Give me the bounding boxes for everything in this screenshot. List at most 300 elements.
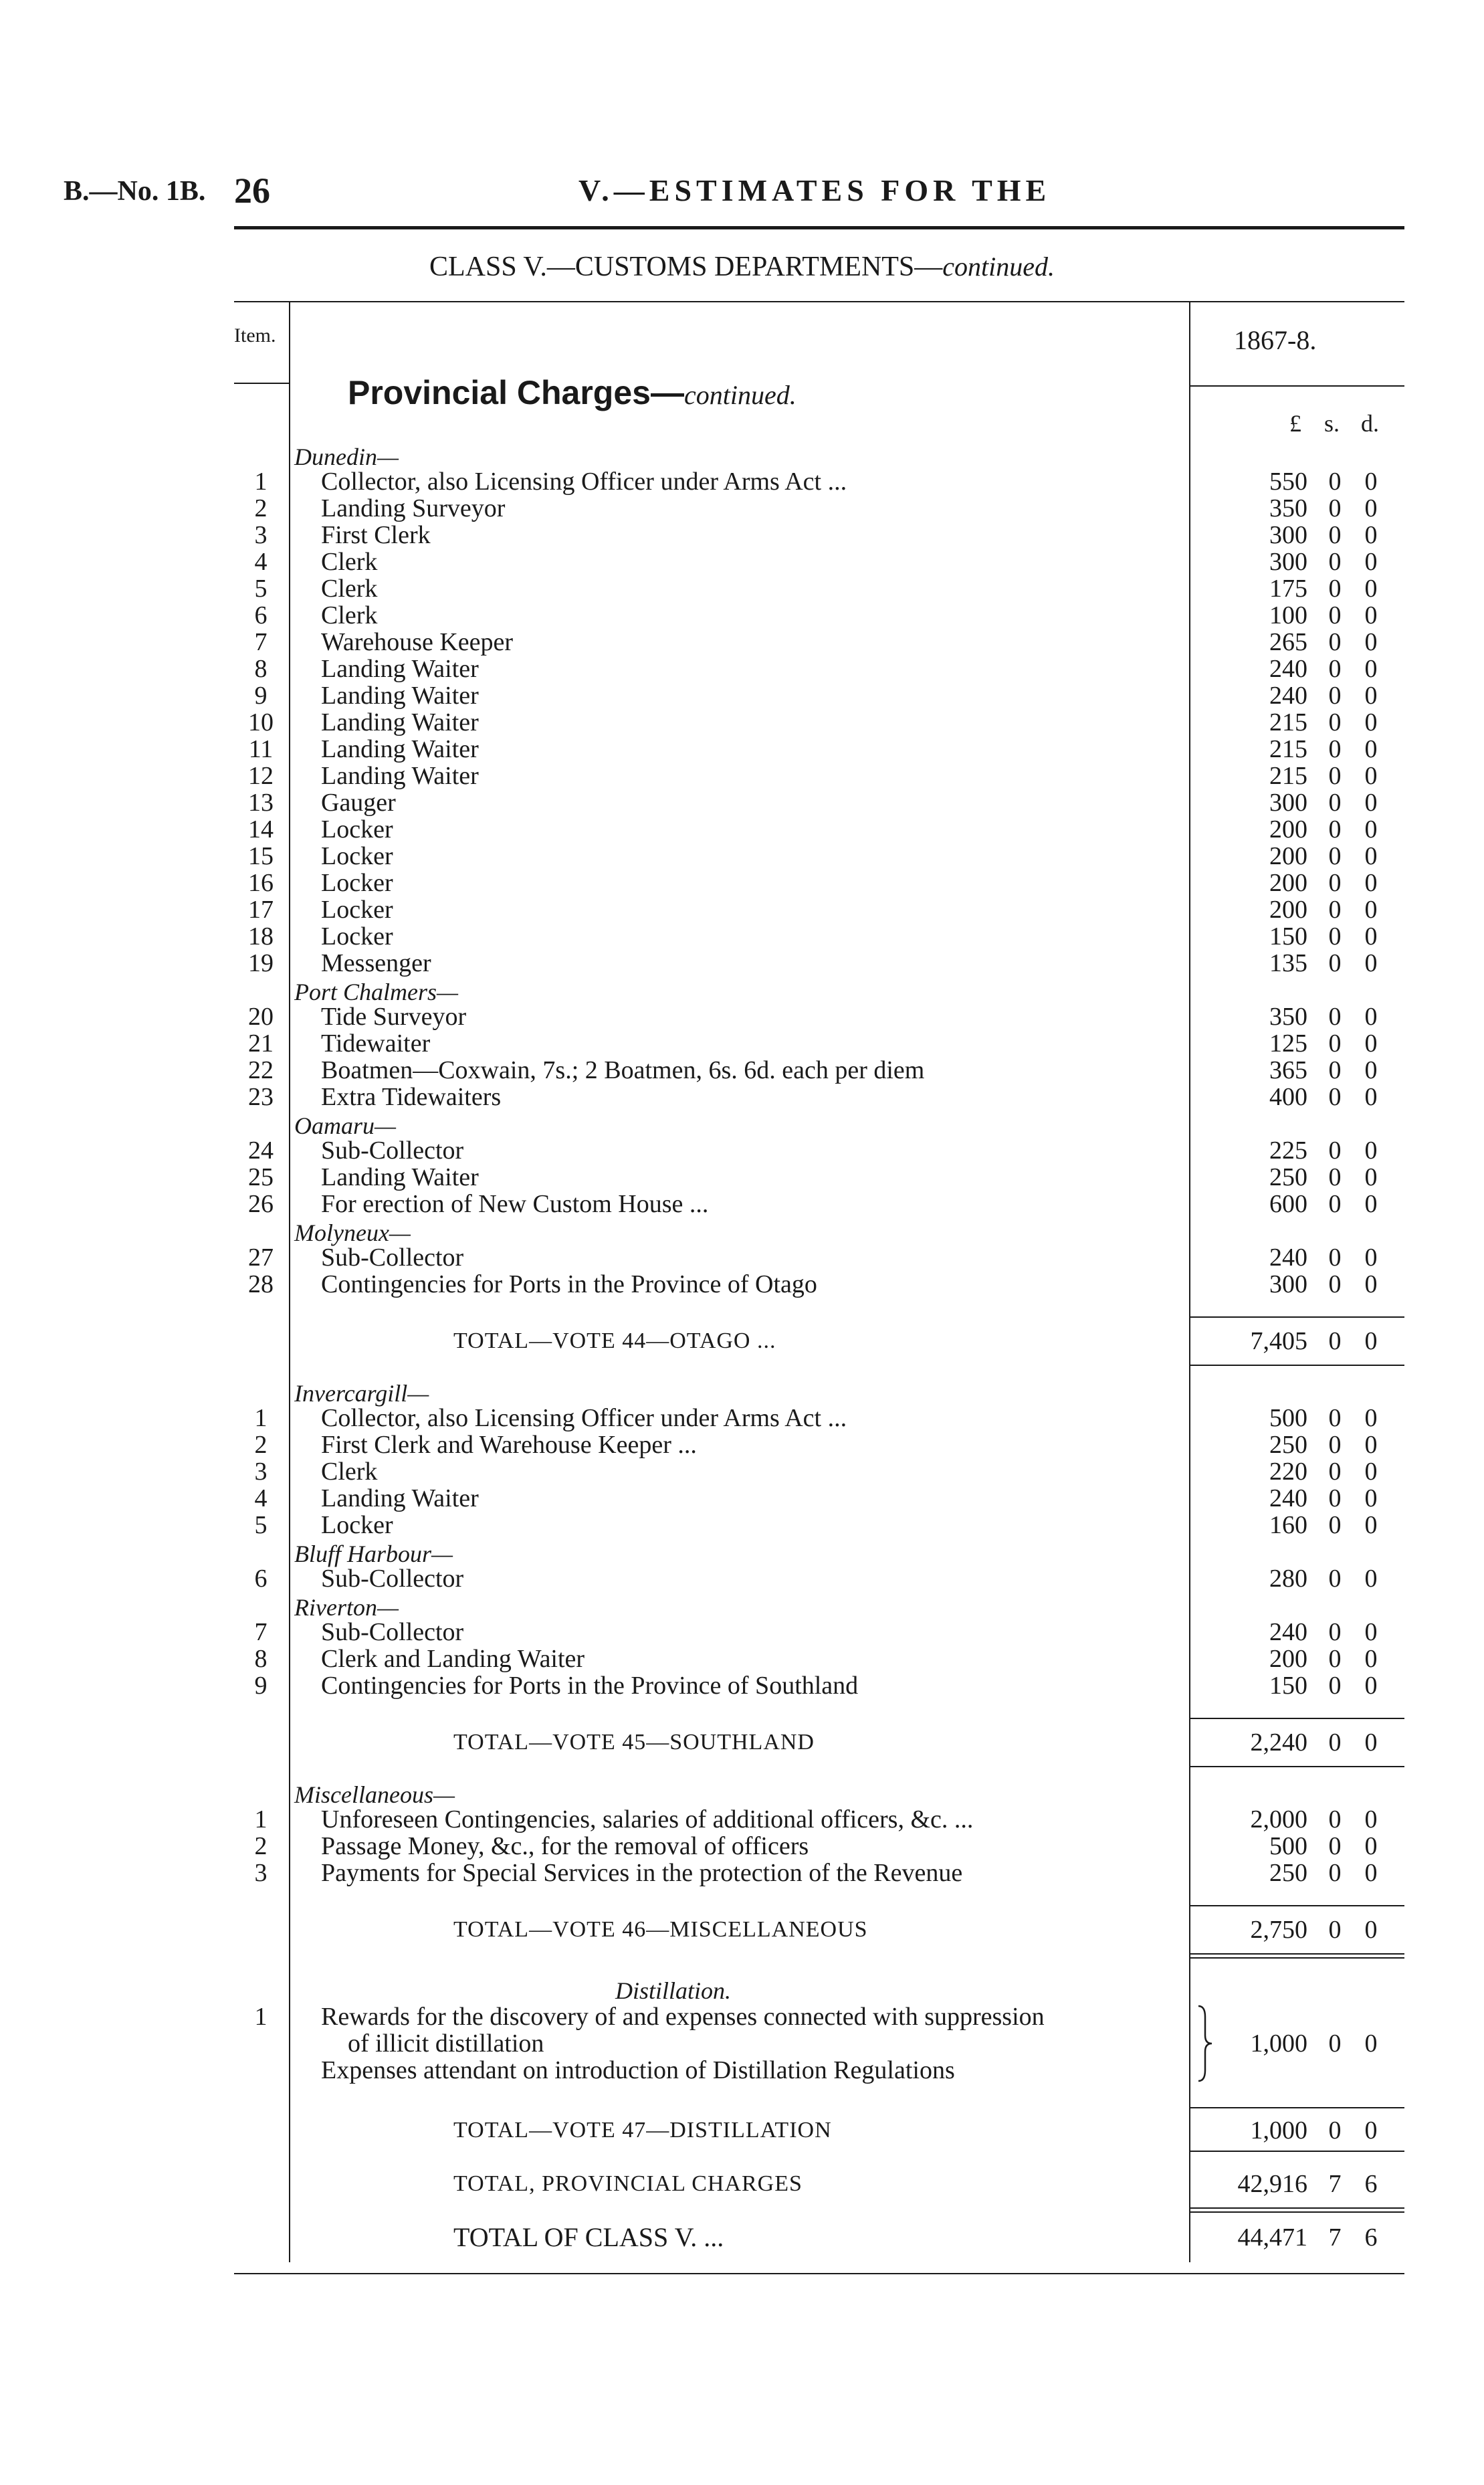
amount-pence: 0 bbox=[1364, 735, 1378, 763]
item-description: Landing Waiter bbox=[321, 735, 479, 763]
amount-shillings: 0 bbox=[1328, 815, 1342, 843]
amount-pounds: 1,000 bbox=[1250, 2116, 1307, 2145]
amount-pounds: 225 bbox=[1269, 1136, 1307, 1165]
table-row bbox=[0, 709, 1484, 736]
amount-shillings: 0 bbox=[1328, 1645, 1342, 1673]
amount-pence: 0 bbox=[1364, 869, 1378, 897]
amount-pounds: 200 bbox=[1269, 842, 1307, 870]
item-number: 13 bbox=[248, 789, 274, 817]
amount-pounds: 2,240 bbox=[1250, 1728, 1307, 1757]
total-label: TOTAL—VOTE 47—DISTILLATION bbox=[453, 2118, 832, 2143]
table-row bbox=[0, 1431, 1484, 1458]
amount-shillings: 0 bbox=[1328, 735, 1342, 763]
total-label: TOTAL, PROVINCIAL CHARGES bbox=[453, 2171, 803, 2196]
amount-shillings: 7 bbox=[1328, 2223, 1342, 2252]
total-label: TOTAL OF CLASS V. ... bbox=[453, 2222, 724, 2252]
table-row bbox=[0, 575, 1484, 602]
table-row bbox=[0, 789, 1484, 816]
item-description: Tidewaiter bbox=[321, 1029, 431, 1058]
amount-pounds: 240 bbox=[1269, 1618, 1307, 1646]
total-row-misc bbox=[0, 1916, 1484, 1943]
item-number: 3 bbox=[254, 1859, 268, 1887]
total-rule bbox=[1190, 1957, 1404, 1959]
amount-pence: 0 bbox=[1364, 1565, 1378, 1593]
table-row-distillation bbox=[0, 2003, 1484, 2030]
amount-pence: 0 bbox=[1364, 682, 1378, 710]
section-title: Provincial Charges—continued. bbox=[348, 374, 797, 411]
amount-pounds: 500 bbox=[1269, 1832, 1307, 1860]
total-rule bbox=[1190, 2211, 1404, 2213]
item-number: 1 bbox=[254, 468, 268, 496]
item-description: Tide Surveyor bbox=[321, 1003, 467, 1031]
amount-shillings: 0 bbox=[1328, 494, 1342, 522]
item-description: Payments for Special Services in the protection of the Revenue bbox=[321, 1859, 963, 1887]
amount-shillings: 0 bbox=[1328, 1163, 1342, 1191]
item-description: For erection of New Custom House ... bbox=[321, 1190, 709, 1218]
amount-shillings: 0 bbox=[1328, 628, 1342, 656]
table-row bbox=[0, 1565, 1484, 1592]
table-row bbox=[0, 468, 1484, 495]
amount-pounds: 240 bbox=[1269, 1244, 1307, 1272]
amount-shillings: 0 bbox=[1328, 521, 1342, 549]
amount-pounds: 2,750 bbox=[1250, 1916, 1307, 1944]
amount-shillings: 0 bbox=[1328, 655, 1342, 683]
item-description: Locker bbox=[321, 896, 393, 924]
amount-pence: 0 bbox=[1364, 1484, 1378, 1512]
item-number: 22 bbox=[248, 1056, 274, 1084]
item-description: Locker bbox=[321, 1511, 393, 1539]
amount-pounds: 350 bbox=[1269, 1003, 1307, 1031]
item-column-header: Item. bbox=[234, 324, 276, 346]
amount-shillings: 0 bbox=[1328, 1029, 1342, 1058]
item-description: Extra Tidewaiters bbox=[321, 1083, 502, 1111]
amount-pence: 0 bbox=[1364, 575, 1378, 603]
table-row bbox=[0, 1512, 1484, 1538]
subtotal-rule bbox=[1190, 1316, 1404, 1318]
page-title: V.—ESTIMATES FOR THE bbox=[578, 173, 1051, 207]
item-number: 19 bbox=[248, 949, 274, 977]
amount-pounds: 240 bbox=[1269, 1484, 1307, 1512]
class-title: CLASS V.—CUSTOMS DEPARTMENTS—continued. bbox=[429, 252, 1055, 282]
amount-pence: 0 bbox=[1364, 1458, 1378, 1486]
item-description: Messenger bbox=[321, 949, 431, 977]
amount-shillings: 0 bbox=[1328, 842, 1342, 870]
amount-pence: 0 bbox=[1364, 1404, 1378, 1432]
amount-shillings: 0 bbox=[1328, 1244, 1342, 1272]
amount-pence: 0 bbox=[1364, 468, 1378, 496]
item-number: 2 bbox=[254, 1832, 268, 1860]
item-description: Collector, also Licensing Officer under Arms Act ... bbox=[321, 468, 847, 496]
document-reference: B.—No. 1B. bbox=[64, 176, 206, 207]
amount-pounds: 300 bbox=[1269, 1270, 1307, 1298]
table-row bbox=[0, 1833, 1484, 1860]
item-number: 8 bbox=[254, 1645, 268, 1673]
amount-pence: 0 bbox=[1364, 1163, 1378, 1191]
table-row bbox=[0, 1030, 1484, 1057]
table-row bbox=[0, 1619, 1484, 1646]
brace-icon bbox=[1194, 2003, 1214, 2084]
amount-pounds: 300 bbox=[1269, 789, 1307, 817]
item-number: 20 bbox=[248, 1003, 274, 1031]
total-label: TOTAL—VOTE 46—MISCELLANEOUS bbox=[453, 1917, 868, 1942]
header-rule bbox=[234, 226, 1404, 229]
amount-pounds: 300 bbox=[1269, 521, 1307, 549]
amount-pounds: 240 bbox=[1269, 682, 1307, 710]
group-label-misc: Miscellaneous— bbox=[294, 1781, 455, 1808]
item-number: 1 bbox=[254, 1805, 268, 1833]
item-description: Landing Waiter bbox=[321, 1484, 479, 1512]
item-number: 10 bbox=[248, 708, 274, 736]
table-row bbox=[0, 1646, 1484, 1672]
item-number: 4 bbox=[254, 548, 268, 576]
amount-pence: 6 bbox=[1364, 2223, 1378, 2252]
amount-shillings: 0 bbox=[1328, 1404, 1342, 1432]
item-description: Locker bbox=[321, 922, 393, 951]
item-description: Clerk bbox=[321, 548, 378, 576]
table-row-distillation-cont bbox=[0, 2057, 1484, 2084]
amount-pounds: 215 bbox=[1269, 735, 1307, 763]
item-number: 23 bbox=[248, 1083, 274, 1111]
item-description: Locker bbox=[321, 842, 393, 870]
item-head-rule bbox=[234, 383, 289, 384]
item-description: Passage Money, &c., for the removal of officers bbox=[321, 1832, 809, 1860]
page-number: 26 bbox=[234, 171, 270, 211]
item-description: Clerk bbox=[321, 601, 378, 629]
amount-pounds: 250 bbox=[1269, 1163, 1307, 1191]
total-row-southland bbox=[0, 1729, 1484, 1756]
year-head-rule bbox=[1190, 385, 1404, 387]
amount-pence: 0 bbox=[1364, 1003, 1378, 1031]
amount-shillings: 0 bbox=[1328, 896, 1342, 924]
item-number: 5 bbox=[254, 1511, 268, 1539]
item-description: First Clerk bbox=[321, 521, 431, 549]
total-label: TOTAL—VOTE 45—SOUTHLAND bbox=[453, 1730, 815, 1755]
amount-pence: 0 bbox=[1364, 1645, 1378, 1673]
amount-pence: 0 bbox=[1364, 2029, 1378, 2058]
item-description: Clerk and Landing Waiter bbox=[321, 1645, 585, 1673]
amount-shillings: 0 bbox=[1328, 1190, 1342, 1218]
table-row bbox=[0, 736, 1484, 763]
amount-shillings: 0 bbox=[1328, 1916, 1342, 1944]
table-row-distillation-cont bbox=[0, 2030, 1484, 2057]
amount-shillings: 0 bbox=[1328, 1270, 1342, 1298]
table-row bbox=[0, 1137, 1484, 1164]
item-number: 3 bbox=[254, 521, 268, 549]
item-number: 16 bbox=[248, 869, 274, 897]
amount-shillings: 0 bbox=[1328, 575, 1342, 603]
amount-shillings: 0 bbox=[1328, 1431, 1342, 1459]
table-row bbox=[0, 1271, 1484, 1298]
amount-pounds: 100 bbox=[1269, 601, 1307, 629]
item-number: 9 bbox=[254, 682, 268, 710]
item-description: Sub-Collector bbox=[321, 1565, 464, 1593]
amount-pounds: 42,916 bbox=[1237, 2170, 1307, 2198]
table-row bbox=[0, 1244, 1484, 1271]
amount-pounds: 44,471 bbox=[1237, 2223, 1307, 2252]
amount-pounds: 2,000 bbox=[1250, 1805, 1307, 1833]
amount-shillings: 0 bbox=[1328, 1728, 1342, 1757]
item-description: Collector, also Licensing Officer under Arms Act ... bbox=[321, 1404, 847, 1432]
item-number: 1 bbox=[254, 2003, 268, 2031]
amount-pence: 0 bbox=[1364, 922, 1378, 951]
amount-pounds: 300 bbox=[1269, 548, 1307, 576]
total-row-distillation bbox=[0, 2117, 1484, 2144]
item-description: First Clerk and Warehouse Keeper ... bbox=[321, 1431, 697, 1459]
amount-pence: 0 bbox=[1364, 655, 1378, 683]
item-number: 21 bbox=[248, 1029, 274, 1058]
amount-shillings: 0 bbox=[1328, 1484, 1342, 1512]
amount-shillings: 0 bbox=[1328, 2029, 1342, 2058]
amount-pence: 6 bbox=[1364, 2170, 1378, 2198]
amount-shillings: 0 bbox=[1328, 468, 1342, 496]
amount-pounds: 215 bbox=[1269, 762, 1307, 790]
item-number: 28 bbox=[248, 1270, 274, 1298]
item-description: Boatmen—Coxwain, 7s.; 2 Boatmen, 6s. 6d. each per diem bbox=[321, 1056, 925, 1084]
item-number: 4 bbox=[254, 1484, 268, 1512]
item-number: 11 bbox=[248, 735, 274, 763]
amount-pence: 0 bbox=[1364, 762, 1378, 790]
amount-pence: 0 bbox=[1364, 601, 1378, 629]
amount-pence: 0 bbox=[1364, 1431, 1378, 1459]
table-row bbox=[0, 656, 1484, 682]
total-rule bbox=[1190, 1766, 1404, 1767]
amount-pounds: 500 bbox=[1269, 1404, 1307, 1432]
table-row bbox=[0, 870, 1484, 896]
amount-pounds: 600 bbox=[1269, 1190, 1307, 1218]
item-number: 1 bbox=[254, 1404, 268, 1432]
item-number: 7 bbox=[254, 1618, 268, 1646]
amount-pounds: 550 bbox=[1269, 468, 1307, 496]
item-description: Unforeseen Contingencies, salaries of additional officers, &c. ... bbox=[321, 1805, 974, 1833]
distillation-heading: Distillation. bbox=[615, 1977, 732, 2004]
pounds-header: £ bbox=[1289, 410, 1301, 437]
total-rule bbox=[1190, 1953, 1404, 1955]
item-number: 6 bbox=[254, 601, 268, 629]
amount-shillings: 0 bbox=[1328, 1511, 1342, 1539]
table-row bbox=[0, 950, 1484, 977]
item-description: Rewards for the discovery of and expenses connected with suppression bbox=[321, 2003, 1045, 2031]
amount-pence: 0 bbox=[1364, 628, 1378, 656]
item-number: 12 bbox=[248, 762, 274, 790]
table-row bbox=[0, 1860, 1484, 1886]
amount-pounds: 250 bbox=[1269, 1859, 1307, 1887]
amount-pounds: 215 bbox=[1269, 708, 1307, 736]
table-row bbox=[0, 896, 1484, 923]
amount-shillings: 0 bbox=[1328, 1458, 1342, 1486]
amount-shillings: 0 bbox=[1328, 762, 1342, 790]
amount-shillings: 0 bbox=[1328, 1618, 1342, 1646]
item-number: 3 bbox=[254, 1458, 268, 1486]
item-number: 5 bbox=[254, 575, 268, 603]
amount-shillings: 0 bbox=[1328, 548, 1342, 576]
item-number: 24 bbox=[248, 1136, 274, 1165]
amount-shillings: 0 bbox=[1328, 601, 1342, 629]
total-label: TOTAL—VOTE 44—OTAGO ... bbox=[453, 1328, 776, 1353]
pence-header: d. bbox=[1361, 410, 1379, 437]
amount-pounds: 350 bbox=[1269, 494, 1307, 522]
amount-pounds: 135 bbox=[1269, 949, 1307, 977]
table-row bbox=[0, 1057, 1484, 1084]
total-row-provincial bbox=[0, 2171, 1484, 2197]
total-rule bbox=[1190, 2151, 1404, 2152]
item-description: Landing Waiter bbox=[321, 762, 479, 790]
table-row bbox=[0, 816, 1484, 843]
item-description: Clerk bbox=[321, 575, 378, 603]
group-label-oamaru: Oamaru— bbox=[294, 1112, 397, 1139]
item-description: of illicit distillation bbox=[348, 2029, 544, 2058]
amount-shillings: 0 bbox=[1328, 869, 1342, 897]
amount-shillings: 0 bbox=[1328, 1805, 1342, 1833]
amount-pence: 0 bbox=[1364, 1029, 1378, 1058]
amount-shillings: 0 bbox=[1328, 1859, 1342, 1887]
table-row bbox=[0, 1405, 1484, 1431]
amount-pence: 0 bbox=[1364, 2116, 1378, 2145]
amount-pounds: 175 bbox=[1269, 575, 1307, 603]
item-description: Sub-Collector bbox=[321, 1136, 464, 1165]
amount-pence: 0 bbox=[1364, 1859, 1378, 1887]
item-number: 9 bbox=[254, 1672, 268, 1700]
total-rule bbox=[1190, 1365, 1404, 1366]
item-description: Locker bbox=[321, 869, 393, 897]
item-description: Landing Waiter bbox=[321, 1163, 479, 1191]
amount-pence: 0 bbox=[1364, 1805, 1378, 1833]
amount-pounds: 7,405 bbox=[1250, 1327, 1307, 1355]
amount-pence: 0 bbox=[1364, 1618, 1378, 1646]
subtotal-rule bbox=[1190, 1905, 1404, 1906]
amount-pounds: 150 bbox=[1269, 1672, 1307, 1700]
amount-shillings: 0 bbox=[1328, 682, 1342, 710]
shillings-header: s. bbox=[1324, 410, 1340, 437]
amount-pounds: 250 bbox=[1269, 1431, 1307, 1459]
table-row bbox=[0, 1485, 1484, 1512]
amount-shillings: 0 bbox=[1328, 1565, 1342, 1593]
amount-pence: 0 bbox=[1364, 789, 1378, 817]
amount-pence: 0 bbox=[1364, 1270, 1378, 1298]
table-row bbox=[0, 1672, 1484, 1699]
total-row-class bbox=[0, 2224, 1484, 2251]
amount-pence: 0 bbox=[1364, 494, 1378, 522]
amount-shillings: 0 bbox=[1328, 1672, 1342, 1700]
item-number: 27 bbox=[248, 1244, 274, 1272]
group-label-dunedin: Dunedin— bbox=[294, 443, 399, 470]
amount-shillings: 0 bbox=[1328, 949, 1342, 977]
group-label-molyneux: Molyneux— bbox=[294, 1219, 411, 1246]
table-row bbox=[0, 843, 1484, 870]
amount-shillings: 0 bbox=[1328, 708, 1342, 736]
amount-shillings: 0 bbox=[1328, 1327, 1342, 1355]
amount-pounds: 200 bbox=[1269, 1645, 1307, 1673]
subtotal-rule bbox=[1190, 2107, 1404, 2108]
item-description: Landing Waiter bbox=[321, 655, 479, 683]
subtotal-rule bbox=[1190, 1718, 1404, 1719]
amount-pounds: 265 bbox=[1269, 628, 1307, 656]
year-column-header: 1867-8. bbox=[1234, 325, 1317, 355]
amount-pounds: 200 bbox=[1269, 896, 1307, 924]
item-description: Contingencies for Ports in the Province of Southland bbox=[321, 1672, 859, 1700]
amount-shillings: 7 bbox=[1328, 2170, 1342, 2198]
total-rule bbox=[1190, 2207, 1404, 2209]
table-row bbox=[0, 682, 1484, 709]
item-number: 2 bbox=[254, 1431, 268, 1459]
table-row bbox=[0, 1003, 1484, 1030]
amount-pounds: 160 bbox=[1269, 1511, 1307, 1539]
amount-pounds: 200 bbox=[1269, 815, 1307, 843]
item-description: Landing Waiter bbox=[321, 708, 479, 736]
group-label-invercargill: Invercargill— bbox=[294, 1380, 429, 1407]
amount-pence: 0 bbox=[1364, 896, 1378, 924]
amount-pence: 0 bbox=[1364, 1327, 1378, 1355]
item-description: Landing Waiter bbox=[321, 682, 479, 710]
item-description: Landing Surveyor bbox=[321, 494, 506, 522]
amount-shillings: 0 bbox=[1328, 1136, 1342, 1165]
item-number: 6 bbox=[254, 1565, 268, 1593]
item-number: 14 bbox=[248, 815, 274, 843]
amount-pence: 0 bbox=[1364, 1832, 1378, 1860]
item-description: Locker bbox=[321, 815, 393, 843]
table-row bbox=[0, 1458, 1484, 1485]
amount-shillings: 0 bbox=[1328, 1056, 1342, 1084]
amount-pence: 0 bbox=[1364, 521, 1378, 549]
item-number: 8 bbox=[254, 655, 268, 683]
amount-pence: 0 bbox=[1364, 1511, 1378, 1539]
amount-shillings: 0 bbox=[1328, 789, 1342, 817]
amount-pounds: 280 bbox=[1269, 1565, 1307, 1593]
group-label-port-chalmers: Port Chalmers— bbox=[294, 979, 459, 1005]
amount-pounds: 200 bbox=[1269, 869, 1307, 897]
item-number: 15 bbox=[248, 842, 274, 870]
amount-shillings: 0 bbox=[1328, 2116, 1342, 2145]
table-row bbox=[0, 763, 1484, 789]
table-row bbox=[0, 1084, 1484, 1110]
amount-pence: 0 bbox=[1364, 1916, 1378, 1944]
amount-pence: 0 bbox=[1364, 708, 1378, 736]
table-row bbox=[0, 522, 1484, 549]
amount-pence: 0 bbox=[1364, 1672, 1378, 1700]
item-number: 26 bbox=[248, 1190, 274, 1218]
amount-pounds: 125 bbox=[1269, 1029, 1307, 1058]
item-number: 25 bbox=[248, 1163, 274, 1191]
item-description: Gauger bbox=[321, 789, 396, 817]
amount-pence: 0 bbox=[1364, 548, 1378, 576]
table-bottom-rule bbox=[234, 2273, 1404, 2274]
amount-pence: 0 bbox=[1364, 815, 1378, 843]
amount-pounds: 365 bbox=[1269, 1056, 1307, 1084]
table-row bbox=[0, 1806, 1484, 1833]
total-row-otago bbox=[0, 1328, 1484, 1355]
group-label-riverton: Riverton— bbox=[294, 1594, 399, 1621]
item-description: Clerk bbox=[321, 1458, 378, 1486]
amount-shillings: 0 bbox=[1328, 922, 1342, 951]
amount-pounds: 1,000 bbox=[1250, 2029, 1307, 2058]
amount-shillings: 0 bbox=[1328, 1832, 1342, 1860]
table-row bbox=[0, 549, 1484, 575]
amount-pence: 0 bbox=[1364, 1056, 1378, 1084]
amount-shillings: 0 bbox=[1328, 1003, 1342, 1031]
item-number: 7 bbox=[254, 628, 268, 656]
amount-pence: 0 bbox=[1364, 1190, 1378, 1218]
amount-pence: 0 bbox=[1364, 842, 1378, 870]
amount-pence: 0 bbox=[1364, 949, 1378, 977]
item-description: Sub-Collector bbox=[321, 1618, 464, 1646]
amount-pence: 0 bbox=[1364, 1136, 1378, 1165]
amount-pounds: 400 bbox=[1269, 1083, 1307, 1111]
item-description: Expenses attendant on introduction of Distillation Regulations bbox=[321, 2056, 955, 2084]
table-top-rule bbox=[234, 301, 1404, 302]
table-row bbox=[0, 1191, 1484, 1217]
table-row bbox=[0, 1164, 1484, 1191]
table-row bbox=[0, 923, 1484, 950]
item-description: Sub-Collector bbox=[321, 1244, 464, 1272]
